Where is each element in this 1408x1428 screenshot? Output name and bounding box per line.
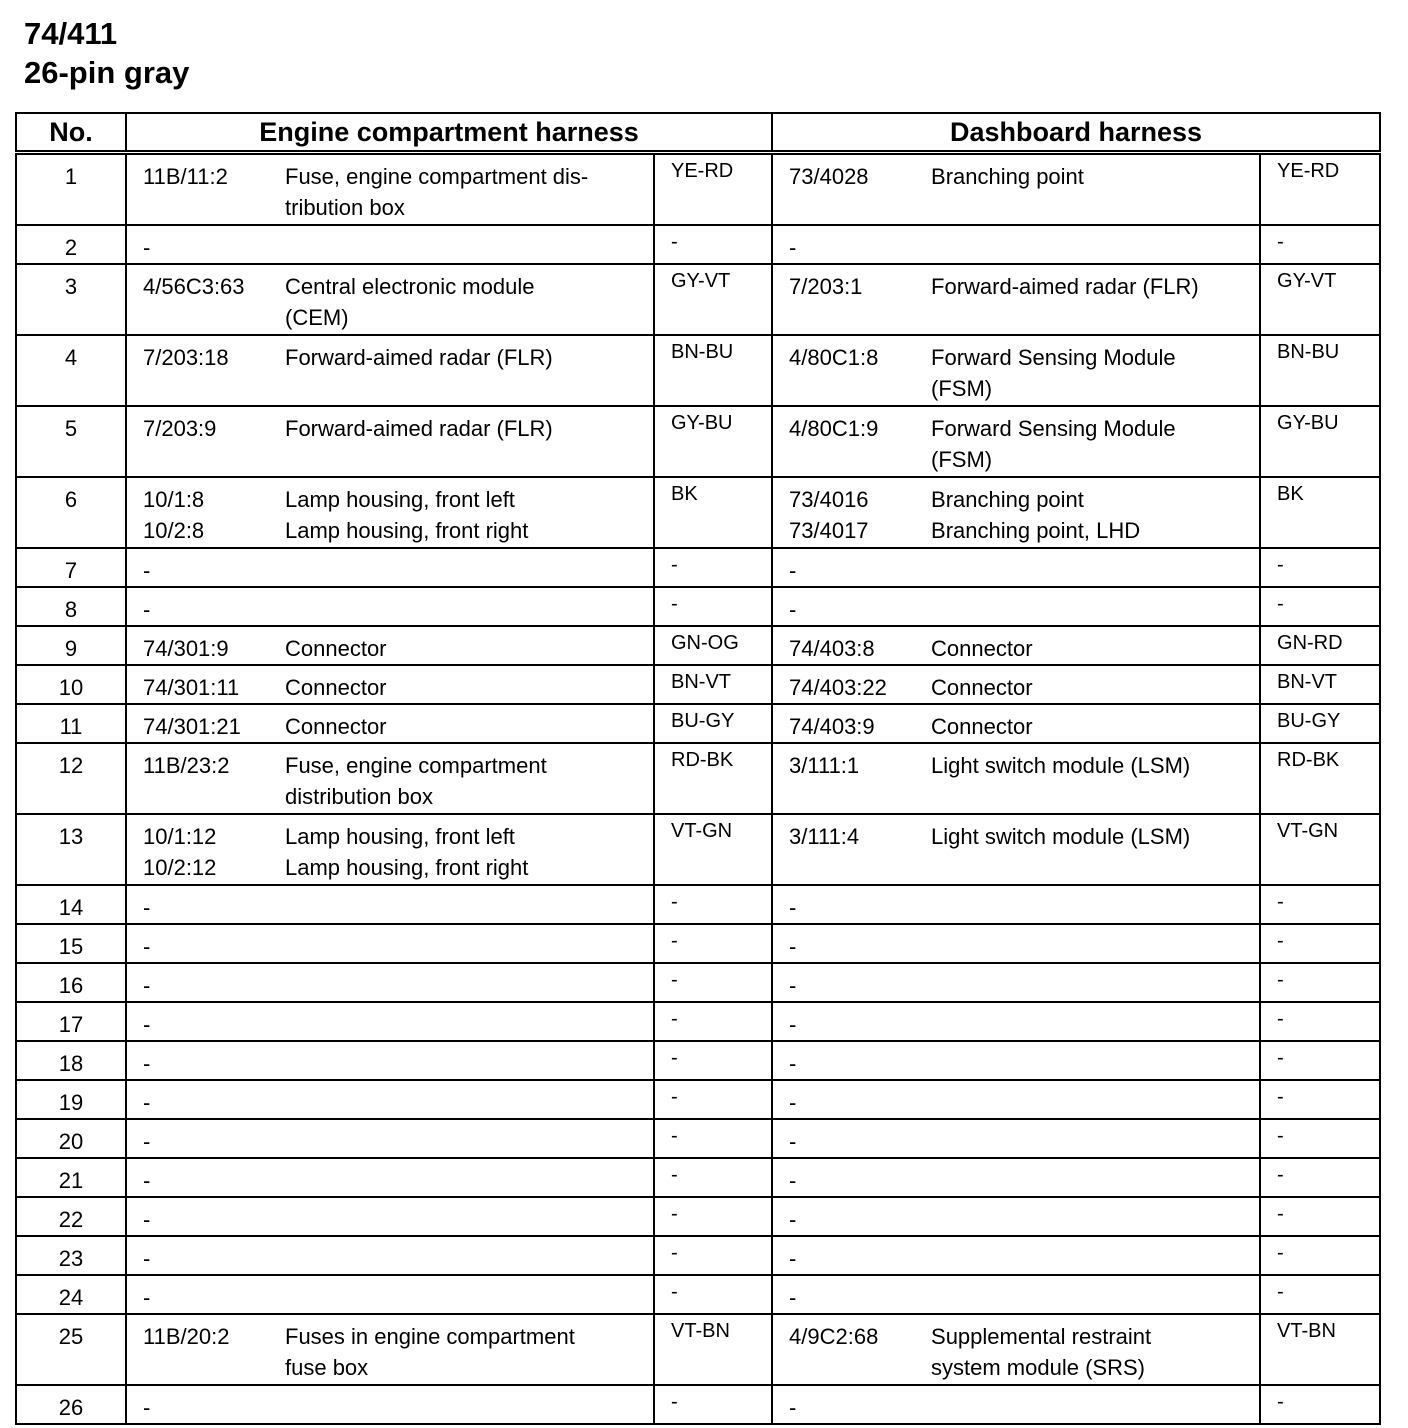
table-row <box>16 1041 1380 1080</box>
engine-component-code: 7/203:18 <box>143 345 229 370</box>
engine-harness-cell <box>126 1385 654 1424</box>
table-row <box>16 225 1380 264</box>
table-row <box>16 885 1380 924</box>
engine-wire-color: - <box>654 1275 772 1314</box>
engine-component-description: Connector <box>285 714 387 739</box>
dashboard-component-code: - <box>789 1090 797 1115</box>
engine-harness-cell <box>126 1314 654 1385</box>
dashboard-harness-cell <box>772 1158 1260 1197</box>
dashboard-component-code: 4/80C1:9 <box>789 416 879 441</box>
dashboard-component-code: - <box>789 1285 797 1310</box>
dashboard-wire-color: GN-RD <box>1260 626 1380 665</box>
pin-number: 15 <box>16 924 126 963</box>
column-header-no: No. <box>16 113 126 153</box>
dashboard-component-code: - <box>789 1129 797 1154</box>
engine-harness-cell <box>126 225 654 264</box>
dashboard-harness-cell <box>772 477 1260 548</box>
dashboard-harness-cell <box>772 814 1260 885</box>
column-header-engine-harness: Engine compartment harness <box>126 113 772 153</box>
dashboard-component-code: - <box>789 1395 797 1420</box>
dashboard-harness-cell <box>772 1197 1260 1236</box>
dashboard-harness-cell <box>772 1080 1260 1119</box>
engine-component-code: - <box>143 1129 151 1154</box>
table-row <box>16 548 1380 587</box>
dashboard-component-code: - <box>789 1051 797 1076</box>
dashboard-harness-cell <box>772 264 1260 335</box>
engine-component-code: 74/301:21 <box>143 714 241 739</box>
table-row <box>16 1158 1380 1197</box>
engine-component-description: Fuse, engine compartment distribution box <box>285 753 547 809</box>
dashboard-harness-cell <box>772 406 1260 477</box>
dashboard-component-code: 73/4016 73/4017 <box>789 487 869 543</box>
dashboard-component-description: Connector <box>931 636 1033 661</box>
pin-number: 18 <box>16 1041 126 1080</box>
dashboard-component-code: - <box>789 934 797 959</box>
engine-component-code: 11B/11:2 <box>143 164 228 189</box>
engine-component-code: - <box>143 1207 151 1232</box>
dashboard-component-description: Branching point <box>931 164 1084 189</box>
engine-component-code: 11B/20:2 <box>143 1324 230 1349</box>
pin-number: 2 <box>16 225 126 264</box>
connector-id: 74/411 <box>24 16 118 51</box>
dashboard-component-code: - <box>789 235 797 260</box>
dashboard-wire-color: - <box>1260 1080 1380 1119</box>
column-header-dashboard-harness: Dashboard harness <box>772 113 1380 153</box>
engine-component-code: - <box>143 597 151 622</box>
dashboard-component-code: - <box>789 895 797 920</box>
table-row <box>16 1080 1380 1119</box>
pin-number: 21 <box>16 1158 126 1197</box>
dashboard-component-code: 74/403:8 <box>789 636 875 661</box>
engine-component-code: - <box>143 1395 151 1420</box>
engine-wire-color: VT-GN <box>654 814 772 885</box>
engine-component-code: - <box>143 1012 151 1037</box>
dashboard-component-code: 4/80C1:8 <box>789 345 879 370</box>
dashboard-harness-cell <box>772 1314 1260 1385</box>
dashboard-wire-color: VT-GN <box>1260 814 1380 885</box>
pin-number: 5 <box>16 406 126 477</box>
table-row <box>16 704 1380 743</box>
engine-harness-cell <box>126 1197 654 1236</box>
dashboard-component-code: 73/4028 <box>789 164 869 189</box>
engine-harness-cell <box>126 153 654 226</box>
engine-wire-color: BN-BU <box>654 335 772 406</box>
table-row <box>16 264 1380 335</box>
table-row <box>16 626 1380 665</box>
pin-number: 10 <box>16 665 126 704</box>
engine-harness-cell <box>126 743 654 814</box>
engine-component-code: 10/1:12 10/2:12 <box>143 824 217 880</box>
engine-harness-cell <box>126 587 654 626</box>
dashboard-harness-cell <box>772 743 1260 814</box>
engine-component-description: Fuse, engine compartment dis- tribution box <box>285 164 589 220</box>
dashboard-harness-cell <box>772 704 1260 743</box>
engine-component-description: Lamp housing, front left Lamp housing, front right <box>285 487 529 543</box>
engine-component-description: Fuses in engine compartment fuse box <box>285 1324 575 1380</box>
engine-wire-color: - <box>654 587 772 626</box>
engine-wire-color: VT-BN <box>654 1314 772 1385</box>
dashboard-harness-cell <box>772 885 1260 924</box>
engine-component-code: - <box>143 1285 151 1310</box>
pin-number: 26 <box>16 1385 126 1424</box>
dashboard-harness-cell <box>772 1119 1260 1158</box>
engine-wire-color: - <box>654 885 772 924</box>
dashboard-component-description: Light switch module (LSM) <box>931 753 1191 778</box>
engine-component-code: 74/301:11 <box>143 675 240 700</box>
engine-harness-cell <box>126 1158 654 1197</box>
dashboard-wire-color: GY-BU <box>1260 406 1380 477</box>
table-row <box>16 665 1380 704</box>
dashboard-harness-cell <box>772 587 1260 626</box>
engine-harness-cell <box>126 1041 654 1080</box>
engine-component-code: - <box>143 235 151 260</box>
dashboard-component-code: - <box>789 1207 797 1232</box>
dashboard-wire-color: - <box>1260 587 1380 626</box>
engine-component-code: - <box>143 973 151 998</box>
engine-component-description: Central electronic module (CEM) <box>285 274 535 330</box>
dashboard-wire-color: - <box>1260 924 1380 963</box>
dashboard-component-code: 3/111:1 <box>789 753 860 778</box>
dashboard-wire-color: GY-VT <box>1260 264 1380 335</box>
pin-assignment-table <box>15 112 1381 1425</box>
table-row <box>16 743 1380 814</box>
engine-wire-color: BK <box>654 477 772 548</box>
pin-number: 9 <box>16 626 126 665</box>
engine-harness-cell <box>126 477 654 548</box>
dashboard-harness-cell <box>772 1002 1260 1041</box>
engine-harness-cell <box>126 335 654 406</box>
dashboard-component-code: 3/111:4 <box>789 824 860 849</box>
engine-wire-color: - <box>654 1197 772 1236</box>
engine-wire-color: - <box>654 924 772 963</box>
pin-number: 8 <box>16 587 126 626</box>
dashboard-component-description: Supplemental restraint system module (SRS) <box>931 1324 1152 1380</box>
dashboard-component-code: - <box>789 558 797 583</box>
dashboard-wire-color: - <box>1260 1158 1380 1197</box>
table-row <box>16 1314 1380 1385</box>
pin-number: 16 <box>16 963 126 1002</box>
dashboard-wire-color: BN-BU <box>1260 335 1380 406</box>
engine-wire-color: - <box>654 1080 772 1119</box>
engine-harness-cell <box>126 1002 654 1041</box>
dashboard-component-code: - <box>789 1246 797 1271</box>
table-row <box>16 587 1380 626</box>
pin-number: 20 <box>16 1119 126 1158</box>
engine-wire-color: RD-BK <box>654 743 772 814</box>
pin-number: 24 <box>16 1275 126 1314</box>
engine-harness-cell <box>126 626 654 665</box>
engine-component-description: Forward-aimed radar (FLR) <box>285 416 553 441</box>
connector-description: 26-pin gray <box>24 55 190 90</box>
engine-harness-cell <box>126 548 654 587</box>
pin-number: 3 <box>16 264 126 335</box>
dashboard-harness-cell <box>772 963 1260 1002</box>
engine-component-code: - <box>143 934 151 959</box>
dashboard-component-code: - <box>789 1168 797 1193</box>
dashboard-component-description: Branching point Branching point, LHD <box>931 487 1141 543</box>
dashboard-component-code: 74/403:9 <box>789 714 875 739</box>
engine-wire-color: - <box>654 1041 772 1080</box>
dashboard-component-code: - <box>789 973 797 998</box>
table-body <box>16 153 1380 1425</box>
engine-wire-color: YE-RD <box>654 153 772 226</box>
dashboard-wire-color: - <box>1260 548 1380 587</box>
dashboard-harness-cell <box>772 1385 1260 1424</box>
dashboard-wire-color: - <box>1260 1275 1380 1314</box>
dashboard-wire-color: BK <box>1260 477 1380 548</box>
dashboard-harness-cell <box>772 626 1260 665</box>
dashboard-wire-color: - <box>1260 1002 1380 1041</box>
dashboard-wire-color: - <box>1260 1385 1380 1424</box>
dashboard-harness-cell <box>772 225 1260 264</box>
engine-harness-cell <box>126 924 654 963</box>
engine-wire-color: - <box>654 548 772 587</box>
table-row <box>16 1275 1380 1314</box>
engine-component-code: 4/56C3:63 <box>143 274 245 299</box>
engine-component-code: 11B/23:2 <box>143 753 230 778</box>
pin-number: 6 <box>16 477 126 548</box>
dashboard-component-description: Connector <box>931 714 1033 739</box>
pin-number: 12 <box>16 743 126 814</box>
dashboard-wire-color: - <box>1260 1236 1380 1275</box>
engine-harness-cell <box>126 1119 654 1158</box>
dashboard-harness-cell <box>772 924 1260 963</box>
dashboard-component-code: - <box>789 1012 797 1037</box>
dashboard-wire-color: VT-BN <box>1260 1314 1380 1385</box>
pin-number: 14 <box>16 885 126 924</box>
dashboard-component-description: Connector <box>931 675 1033 700</box>
dashboard-harness-cell <box>772 548 1260 587</box>
engine-component-code: - <box>143 1051 151 1076</box>
table-row <box>16 1002 1380 1041</box>
dashboard-component-description: Forward Sensing Module (FSM) <box>931 345 1176 401</box>
engine-wire-color: - <box>654 1158 772 1197</box>
engine-harness-cell <box>126 665 654 704</box>
engine-component-code: 7/203:9 <box>143 416 217 441</box>
engine-harness-cell <box>126 406 654 477</box>
engine-harness-cell <box>126 814 654 885</box>
table-row <box>16 477 1380 548</box>
pin-number: 11 <box>16 704 126 743</box>
dashboard-wire-color: - <box>1260 885 1380 924</box>
dashboard-wire-color: BN-VT <box>1260 665 1380 704</box>
pin-number: 17 <box>16 1002 126 1041</box>
table-row <box>16 814 1380 885</box>
engine-component-code: - <box>143 1090 151 1115</box>
engine-component-code: 74/301:9 <box>143 636 229 661</box>
table-row <box>16 963 1380 1002</box>
engine-component-description: Forward-aimed radar (FLR) <box>285 345 553 370</box>
dashboard-harness-cell <box>772 1236 1260 1275</box>
engine-harness-cell <box>126 1080 654 1119</box>
engine-component-description: Lamp housing, front left Lamp housing, front right <box>285 824 529 880</box>
engine-component-description: Connector <box>285 636 387 661</box>
engine-harness-cell <box>126 1236 654 1275</box>
engine-wire-color: GN-OG <box>654 626 772 665</box>
dashboard-wire-color: - <box>1260 225 1380 264</box>
dashboard-wire-color: - <box>1260 1119 1380 1158</box>
engine-component-description: Connector <box>285 675 387 700</box>
table-row <box>16 1236 1380 1275</box>
dashboard-component-description: Light switch module (LSM) <box>931 824 1191 849</box>
engine-wire-color: - <box>654 225 772 264</box>
engine-component-code: - <box>143 558 151 583</box>
table-row <box>16 924 1380 963</box>
dashboard-harness-cell <box>772 1041 1260 1080</box>
pin-number: 1 <box>16 153 126 226</box>
pin-number: 22 <box>16 1197 126 1236</box>
engine-wire-color: GY-BU <box>654 406 772 477</box>
table-header-row <box>16 113 1380 153</box>
engine-component-code: - <box>143 1168 151 1193</box>
engine-component-code: 10/1:8 10/2:8 <box>143 487 205 543</box>
dashboard-harness-cell <box>772 665 1260 704</box>
pin-number: 25 <box>16 1314 126 1385</box>
dashboard-wire-color: - <box>1260 1041 1380 1080</box>
table-row <box>16 1385 1380 1424</box>
table-row <box>16 406 1380 477</box>
pin-number: 7 <box>16 548 126 587</box>
engine-harness-cell <box>126 264 654 335</box>
table-row <box>16 153 1380 226</box>
engine-component-code: - <box>143 895 151 920</box>
pin-number: 23 <box>16 1236 126 1275</box>
engine-wire-color: - <box>654 1002 772 1041</box>
engine-harness-cell <box>126 704 654 743</box>
dashboard-wire-color: RD-BK <box>1260 743 1380 814</box>
dashboard-harness-cell <box>772 335 1260 406</box>
engine-harness-cell <box>126 963 654 1002</box>
pin-number: 4 <box>16 335 126 406</box>
engine-wire-color: - <box>654 963 772 1002</box>
engine-wire-color: BU-GY <box>654 704 772 743</box>
dashboard-component-description: Forward Sensing Module (FSM) <box>931 416 1176 472</box>
table-row <box>16 1119 1380 1158</box>
engine-wire-color: - <box>654 1236 772 1275</box>
dashboard-component-code: - <box>789 597 797 622</box>
pin-number: 13 <box>16 814 126 885</box>
dashboard-component-code: 7/203:1 <box>789 274 863 299</box>
engine-wire-color: GY-VT <box>654 264 772 335</box>
dashboard-wire-color: - <box>1260 963 1380 1002</box>
pin-number: 19 <box>16 1080 126 1119</box>
dashboard-component-code: 4/9C2:68 <box>789 1324 879 1349</box>
dashboard-wire-color: BU-GY <box>1260 704 1380 743</box>
table-row <box>16 1197 1380 1236</box>
dashboard-wire-color: YE-RD <box>1260 153 1380 226</box>
table-row <box>16 335 1380 406</box>
dashboard-component-description: Forward-aimed radar (FLR) <box>931 274 1199 299</box>
dashboard-wire-color: - <box>1260 1197 1380 1236</box>
engine-wire-color: BN-VT <box>654 665 772 704</box>
dashboard-harness-cell <box>772 153 1260 226</box>
engine-harness-cell <box>126 885 654 924</box>
engine-wire-color: - <box>654 1119 772 1158</box>
engine-component-code: - <box>143 1246 151 1271</box>
engine-harness-cell <box>126 1275 654 1314</box>
dashboard-harness-cell <box>772 1275 1260 1314</box>
dashboard-component-code: 74/403:22 <box>789 675 887 700</box>
engine-wire-color: - <box>654 1385 772 1424</box>
